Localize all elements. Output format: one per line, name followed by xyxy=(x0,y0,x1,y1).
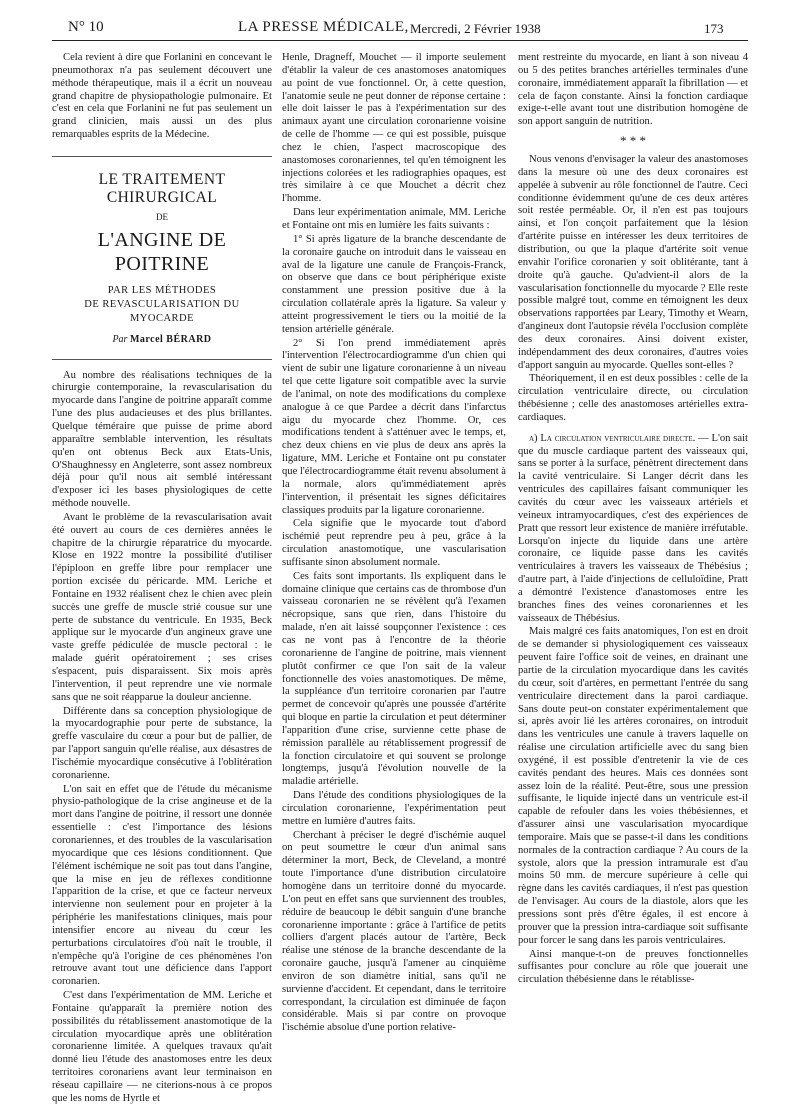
paragraph: Cherchant à préciser le degré d'ischémie auquel on peut soumettre le cœur d'un animal sans déterminer la mort, Beck, de Cleveland, a montré toute l'importance d'une distribution circulatoire homogène dans un territoire donné du myocarde. L'on peut en effet sans que surviennent des troubles, réduire de beaucoup le débit sanguin d'une branche coronarienne importante : grâce à l'artifice de petits colliers d'argent placés autour de l'artère, Beck réalise une sténose de la branche descendante de la coronaire gauche, jusqu'à l'amener au cinquième environ de son diamètre initial, sans qu'il ne survienne d'accident. Et cependant, dans le territoire correspondant, la circulation est diminuée de façon considérable. Mais si par contre on provoque l'ischémie absolue d'une portion relative- xyxy=(282,829,506,1034)
article-heading xyxy=(52,156,272,360)
paragraph: Dans l'étude des conditions physiologiques de la circulation coronarienne, l'expérimentation peut mettre en lumière d'autres faits. xyxy=(282,790,506,827)
paragraph: Cela signifie que le myocarde tout d'abord ischémié peut reprendre peu à peu, grâce à la circulation anastomotique, une vascularisation suffisante sinon absolument normale. xyxy=(282,518,506,568)
author-name: Marcel BÉRARD xyxy=(129,333,212,345)
paragraph: Henle, Dragneff, Mouchet — il importe seulement d'établir la valeur de ces anastomoses anatomiques au point de vue fonctionnel. Or, à cette question, l'anatomie seule ne peut donner de réponse certaine : elle doit laisser le pas à l'expérimentation sur des animaux ayant une circulation coronarienne voisine de celle de l'homme — ce qui est possible, puisque chez le chien, l'aspect macroscopique des anastomoses coronariennes, tel qu'en témoignent les injections colorées et les radiographies opaques, est très similaire à ce que Mouchet a décrit chez l'homme. xyxy=(282,52,506,205)
section-label: a) La circulation ventriculaire directe. — xyxy=(529,432,709,444)
section-text: L'on sait que du muscle cardiaque partent des vaisseaux qui, sans se porter à la surface, pénètrent directement dans la cavité ventriculaire. Si Langer décrit dans les ventricules des capillaires faisant communiquer les cavités du cœur avec les vaisseaux artériels et veineux intramyocardiques, c'est des expériences de Pratt que ressort leur existence de manière irréfutable. Lorsqu'on injecte du liquide dans une artère coronaire, ce liquide passe dans les cavités ventriculaires à travers les vaisseaux de Thébésius ; d'autre part, à l'aide d'injections de celluloïdine, Pratt a démontré l'existence d'anastomoses entre les branches fines des veines coronariennes et les vaisseaux de Thébésius. xyxy=(518,432,748,624)
section-paragraph xyxy=(518,433,748,626)
paragraph: Nous venons d'envisager la valeur des anastomoses dans la mesure où une des deux coronaires est appelée à subvenir au rôle fonctionnel de l'autre. Ceci conditionne évidemment qu'une de ces deux artères soit restée perméable. Or, il n'en est pas toujours ainsi, et l'on conçoit parfaitement que la lésion d'artérite puisse en intéresser les deux territoires de distribution, ou que la plaque d'artérite soit venue envahir l'orifice coronarien y soit oblitérante, tant à droite qu'à gauche. Qu'advient-il alors de la vascularisation fonctionnelle du myocarde ? Elle reste possible malgré tout, comme en témoignent les deux observations rapportées par Leary, Timothy et Wearn, d'angineux dont l'autopsie révéla l'occlusion complète des deux coronaires. Ainsi doivent exister, indépendamment des deux coronaires, d'autres voies d'apport sanguin au myocarde. Quelles sont-elles ? xyxy=(518,154,748,371)
article-subtitle-line2: DE REVASCULARISATION DU MYOCARDE xyxy=(84,298,240,324)
paragraph: ment restreinte du myocarde, en liant à son niveau 4 ou 5 des petites branches artérielles terminales d'une coronaire, immédiatement apparaît la fibrillation — et cela de façon constante. Ainsi la fonction cardiaque exige-t-elle avant tout une distribution homogène de son apport sanguin de nutrition. xyxy=(518,52,748,128)
paragraph: Ainsi manque-t-on de preuves fonctionnelles suffisantes pour conclure au rôle que jouerait une circulation thébésienne dans le rétablisse- xyxy=(518,948,748,986)
column-3 xyxy=(518,52,748,1060)
journal-title: LA PRESSE MÉDICALE, xyxy=(238,19,409,35)
paragraph: Au nombre des réalisations techniques de la chirurgie contemporaine, la revascularisation du myocarde dans l'angine de poitrine apparaît comme l'une des plus audacieuses et des plus brillantes. Quelque téméraire que puisse de prime abord apparaître semblable intervention, les résultats qu'en ont obtenus Beck aux Etats-Unis, O'Shaughnessy en Angleterre, sont assez nombreux déjà pour qu'il nous ait semblé intéressant d'exposer ici les bases physiologiques de cette méthode nouvelle. xyxy=(52,369,272,510)
page-header xyxy=(0,0,800,46)
paragraph: Théoriquement, il en est deux possibles : celle de la circulation ventriculaire directe, ou circulation thébésienne ; celle des anastomoses artérielles extra-cardiaques. xyxy=(518,373,748,423)
section-separator: * * * xyxy=(620,133,646,149)
article-byline xyxy=(52,334,272,347)
article-subtitle-line1: PAR LES MÉTHODES xyxy=(107,284,217,296)
paragraph: 1° Si après ligature de la branche descendante de la coronaire gauche on introduit dans le vaisseau en aval de la ligature une canule de François-Franck, on observe que dans ce bout périphérique existe constamment une pression positive due à la circulation collatérale après la ligature. Sa valeur y atteint progressivement le tiers ou la moitié de la tension artérielle générale. xyxy=(282,233,506,335)
column-2 xyxy=(282,52,506,1060)
byline-prefix: Par xyxy=(112,333,128,345)
paragraph: Dans leur expérimentation animale, MM. Leriche et Fontaine ont mis en lumière les faits suivants : xyxy=(282,207,506,231)
article-title-line2: DE xyxy=(156,211,168,222)
page-number: 173 xyxy=(704,21,724,36)
paragraph: 2° Si l'on prend immédiatement après l'intervention l'électrocardiogramme d'un chien qui vient de subir une ligature coronarienne à un niveau tel que cette ligature soit compatible avec la survie de l'animal, on note des modifications du complexe analogue à ce que Pardee a décrit dans l'infarctus aigu du myocarde chez l'homme. Or, ces modifications tendent à s'atténuer avec le temps, et, chez deux chiens en vie plus de deux ans après la ligature, MM. Leriche et Fontaine ont pu constater que l'électrocardiogramme était revenu absolument à la normale, alors qu'immédiatement après l'intervention, il présentait les signes déficitaires classiques produits par la ligature coronarienne. xyxy=(282,337,506,516)
issue-number: N° 10 xyxy=(68,19,104,35)
column-1 xyxy=(52,52,272,1104)
paragraph: Différente dans sa conception physiologique de la myocardographie pour perte de substance, la greffe vasculaire du cœur a pour but de pallier, de par l'apport sanguin qu'elle réalise, aux désastres de l'ischémie myocardique consécutive à l'oblitération coronarienne. xyxy=(52,705,272,781)
article-title-line1: LE TRAITEMENT CHIRURGICAL xyxy=(98,170,226,206)
intro-paragraph: Cela revient à dire que Forlanini en concevant le pneumothorax n'a pas seulement découvert une méthode thérapeutique, mais il a écrit un nouveau grand chapitre de physiopathologie pulmonaire. Et c'est en cela que Forlanini ne fut pas seulement un grand clinicien, mais aussi un des plus remarquables esprits de la Médecine. xyxy=(52,52,272,141)
article-title-line3: L'ANGINE DE POITRINE xyxy=(97,228,227,275)
paragraph: C'est dans l'expérimentation de MM. Leriche et Fontaine qu'apparaît la première notion des possibilités du rétablissement anastomotique de la circulation myocardique après une oblitération coronarienne limitée. A quelques travaux qu'ait donné lieu l'étude des anastomoses entre les deux territoires coronariens avant leur terminaison en réseau capillaire — ne citerions-nous à ce propos que les noms de Hyrtle et xyxy=(52,990,272,1104)
paragraph: Avant le problème de la revascularisation avait été ouvert au cours de ces dernières années le chapitre de la chirurgie réparatrice du myocarde. Klose en 1922 montre la possibilité d'utiliser l'épiploon en greffe libre pour remplacer une portion excisée du péricarde. MM. Leriche et Fontaine en 1932 réalisent chez le chien avec plein succès une greffe de muscle strié cousue sur une perte de substance du ventricule. En 1935, Beck applique sur le myocarde d'un angineux grave une vaste greffe pédiculée de muscle pectoral : le malade guérit opératoirement ; ses crises s'espacent, puis disparaissent. Six mois après l'intervention, il peut reprendre une vie normale sans que ne soit réapparue la douleur ancienne. xyxy=(52,511,272,703)
paragraph: Ces faits sont importants. Ils expliquent dans le domaine clinique que certains cas de thrombose d'un vaisseau coronarien ne se révèlent qu'à l'examen nécropsique, sans que rien, dans l'histoire du malade, n'en ait laissé soupçonner l'existence : ces cas ne vont pas à l'encontre de la théorie coronarienne de l'angine de poitrine, mais viennent plutôt confirmer ce que l'on sait de la valeur fonctionnelle des voies anastomotiques. De même, la suppléance d'un territoire coronarien par l'autre permet de concevoir qu'après une poussée d'artérite qui bloque en partie la circulation et peut déterminer l'apparition d'une crise, survienne cette phase de rémission parallèle au rétablissement progressif de la fonction circulatoire et qui souvent se prolonge longtemps, jusqu'à l'évolution nouvelle de la maladie artérielle. xyxy=(282,570,506,788)
paragraph: L'on sait en effet que de l'étude du mécanisme physio-pathologique de la crise angineuse et de la mort dans l'angine de poitrine, il ressort une donnée essentielle : c'est l'importance des lésions coronariennes, et des troubles de la vascularisation myocardique que ces lésions conditionnent. Que l'élément ischémique ne soit pas tout dans l'angine, que la mise en jeu de réflexes conditionne l'apparition de la crise, et que ce facteur nerveux intervienne non seulement pour en projeter à la périphérie les manifestations cliniques, mais pour intensifier encore au niveau du cœur les perturbations circulatoires d'où naît le trouble, il n'empêche qu'à l'origine de ces phénomènes l'on retrouve avant tout une déficience dans l'apport coronarien. xyxy=(52,783,272,988)
issue-date: Mercredi, 2 Février 1938 xyxy=(410,21,541,36)
paragraph: Mais malgré ces faits anatomiques, l'on est en droit de se demander si physiologiquement ces vaisseaux peuvent faire l'office soit de veines, en drainant une partie de la circulation myocardique dans les cavités du cœur, soit d'artères, en permettant l'entrée du sang ventriculaire directement dans la paroi cardiaque. Sans doute peut-on constater expérimentalement que si, après avoir lié les artères coronaires, on introduit dans les ventricules une canule à travers laquelle on réalise une circulation artificielle avec du sang bien oxygéné, il est possible d'entretenir la vie de ces cavités pendant des heures. Mais ces données sont assez loin de la réalité. Peut-être, sous une pression suffisante, le liquide injecté dans un ventricule est-il capable de refouler dans les voies thébésiennes, et d'assurer ainsi une vascularisation myocardique temporaire. Mais que se passe-t-il dans les conditions normales de la contraction cardiaque ? Au cours de la systole, alors que la pression intramurale est d'au moins 50 mm. de mercure supérieure à celle qui règne dans les cavités cardiaques, il n'est pas question de l'envisager. Au cours de la diastole, alors que les pressions sont près d'être égales, il est encore à prouver que la pression intra-cardiaque soit suffisante pour forcer le sang dans les parois ventriculaires. xyxy=(518,626,748,946)
header-rule xyxy=(52,40,748,41)
